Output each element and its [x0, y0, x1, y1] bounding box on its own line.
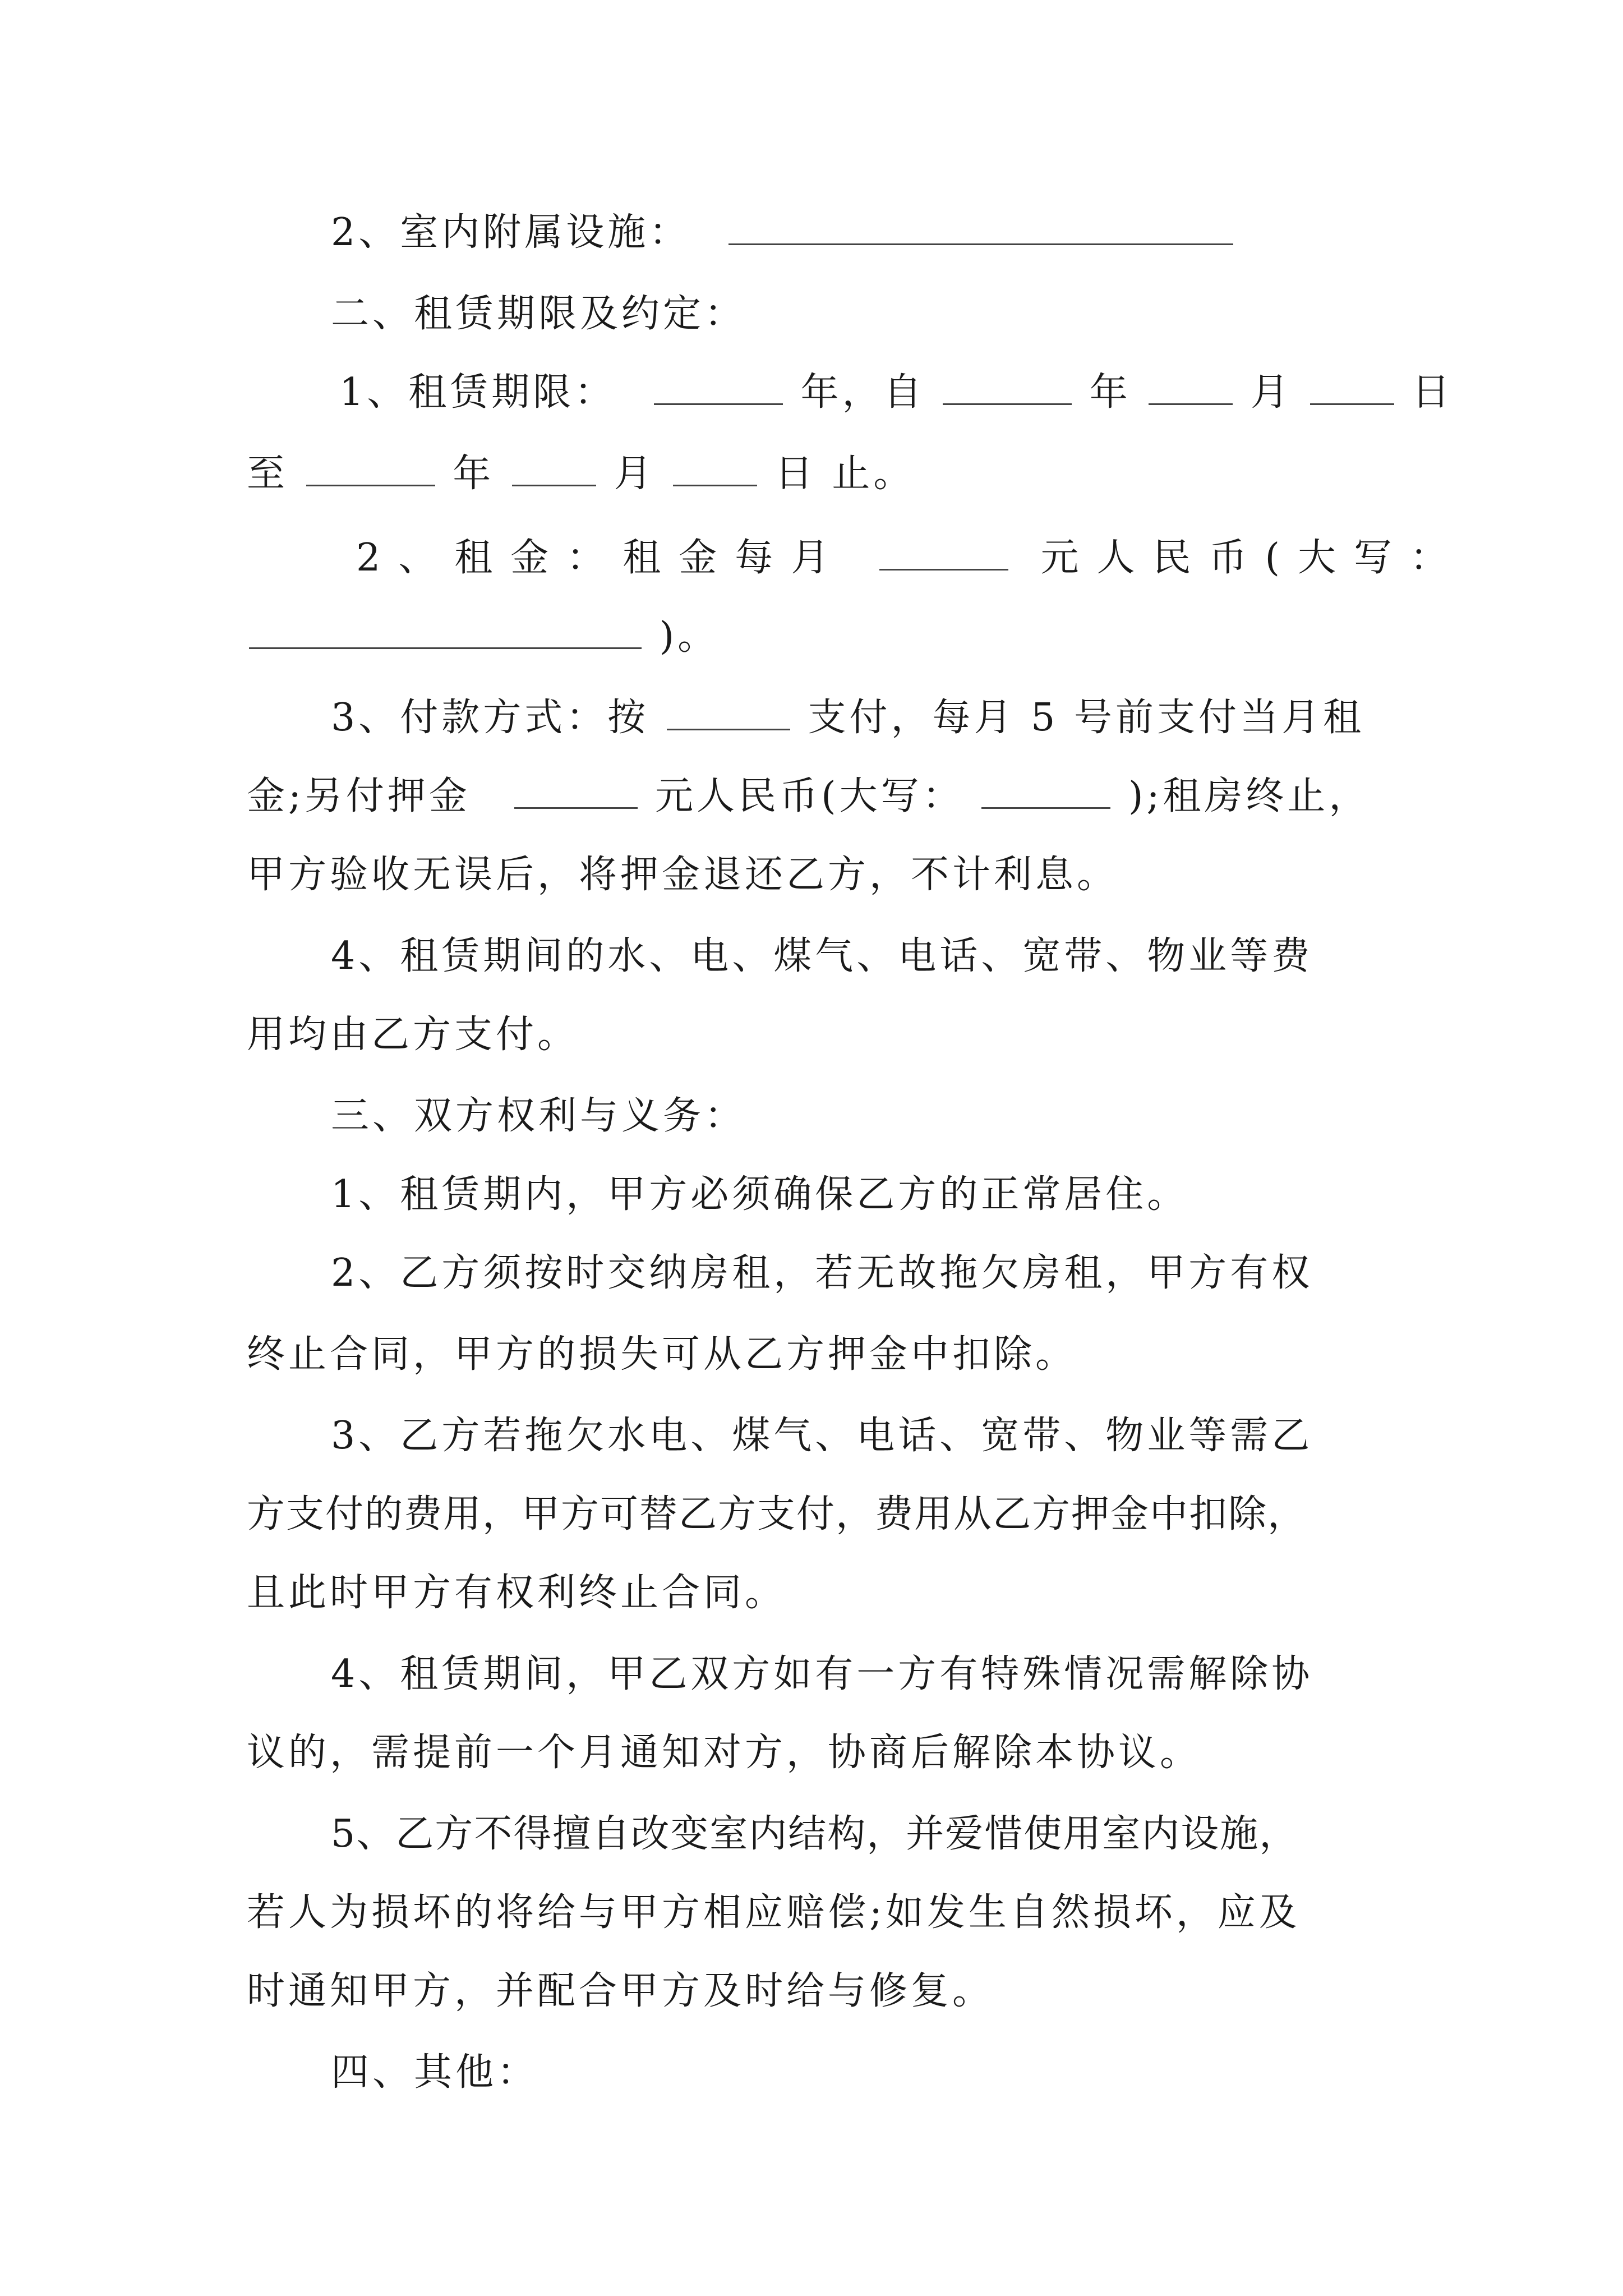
rent-capital-close: )。	[659, 614, 720, 659]
heading-rights	[331, 1077, 1623, 1156]
deposit-label: 金;另付押金	[247, 774, 471, 818]
paragraph-text: 2、乙方须按时交纳房租，若无故拖欠房租，甲方有权	[331, 1251, 1313, 1295]
line-right-2a	[331, 1234, 1623, 1313]
paragraph-text: 4、租赁期间，甲乙双方如有一方有特殊情况需解除协	[331, 1652, 1313, 1696]
heading-lease-term	[331, 275, 1623, 353]
line-right-4b	[247, 1714, 1623, 1792]
line-facilities	[331, 194, 1623, 272]
start-year-blank	[943, 370, 1072, 405]
rent-capital-blank	[249, 614, 642, 649]
paragraph-text: 议的，需提前一个月通知对方，协商后解除本协议。	[247, 1731, 1202, 1775]
paragraph-text: 方支付的费用，甲方可替乙方支付，费用从乙方押金中扣除，	[247, 1492, 1307, 1536]
month-text: 月	[1251, 370, 1293, 415]
to-text: 至	[247, 452, 289, 496]
line-lease-end	[247, 435, 1623, 513]
paragraph-text: 5、乙方不得擅自改变室内结构，并爱惜使用室内设施，	[331, 1812, 1299, 1856]
line-deposit-refund	[247, 836, 1623, 914]
year-text: 年	[453, 452, 495, 496]
facilities-blank	[728, 210, 1233, 245]
years-blank	[654, 370, 783, 405]
paragraph-text: 1、租赁期内，甲方必须确保乙方的正常居住。	[331, 1172, 1189, 1217]
line-payment	[331, 679, 1623, 757]
paragraph-text: 甲方验收无误后，将押金退还乙方，不计利息。	[247, 853, 1119, 897]
line-utilities-1	[331, 917, 1623, 996]
paragraph-text: 3、乙方若拖欠水电、煤气、电话、宽带、物业等需乙	[331, 1414, 1313, 1458]
end-day-blank	[673, 451, 757, 486]
line-right-5c	[247, 1952, 1623, 2031]
start-month-blank	[1149, 370, 1233, 405]
line-right-5a	[331, 1795, 1623, 1874]
month-text: 月	[614, 452, 656, 496]
line-rent	[356, 519, 1623, 597]
line-right-3b	[247, 1475, 1623, 1554]
heading-text: 三、双方权利与义务：	[331, 1094, 746, 1138]
year-text: 年	[1089, 370, 1131, 415]
rent-label: 2、租金：租金每月	[356, 536, 847, 580]
line-right-3a	[331, 1397, 1623, 1475]
lease-period-text: 年，自	[800, 370, 925, 415]
paragraph-text: 且此时甲方有权利终止合同。	[247, 1571, 787, 1615]
facilities-label: 2、室内附属设施：	[331, 210, 691, 255]
rent-amount-blank	[879, 535, 1008, 570]
heading-other	[331, 2033, 1623, 2112]
payment-method-blank	[667, 695, 790, 730]
paragraph-text: 若人为损坏的将给与甲方相应赔偿;如发生自然损坏，应及	[247, 1890, 1301, 1935]
day-text: 日	[1412, 370, 1454, 415]
end-month-blank	[512, 451, 596, 486]
paragraph-text: 终止合同，甲方的损失可从乙方押金中扣除。	[247, 1332, 1077, 1377]
deposit-capital-blank	[981, 774, 1110, 809]
paragraph-text: 4、租赁期间的水、电、煤气、电话、宽带、物业等费	[331, 934, 1313, 978]
line-lease-period	[339, 353, 1623, 432]
line-right-1	[331, 1156, 1623, 1234]
line-right-2b	[247, 1315, 1623, 1394]
payment-label: 3、付款方式：按	[331, 696, 649, 740]
heading-text: 二、租赁期限及约定：	[331, 292, 746, 336]
heading-text: 四、其他：	[331, 2050, 539, 2095]
paragraph-text: 用均由乙方支付。	[247, 1013, 579, 1057]
start-day-blank	[1310, 370, 1394, 405]
paragraph-text: 时通知甲方，并配合甲方及时给与修复。	[247, 1969, 994, 2013]
day-end-text: 日 止。	[774, 452, 915, 496]
deposit-currency-text: 元人民币(大写：	[655, 774, 964, 818]
end-year-blank	[306, 451, 435, 486]
line-right-4a	[331, 1635, 1623, 1714]
deposit-amount-blank	[514, 774, 638, 809]
line-right-3c	[247, 1554, 1623, 1632]
rent-currency-text: 元人民币(大写：	[1040, 536, 1467, 580]
line-rent-capital	[247, 597, 1623, 676]
lease-period-label: 1、租赁期限：	[339, 370, 616, 415]
deposit-end-text: );租房终止，	[1128, 774, 1371, 818]
payment-text: 支付，每月 5 号前支付当月租	[808, 696, 1365, 740]
line-deposit	[247, 757, 1623, 836]
line-utilities-2	[247, 996, 1623, 1074]
line-right-5b	[247, 1874, 1623, 1952]
